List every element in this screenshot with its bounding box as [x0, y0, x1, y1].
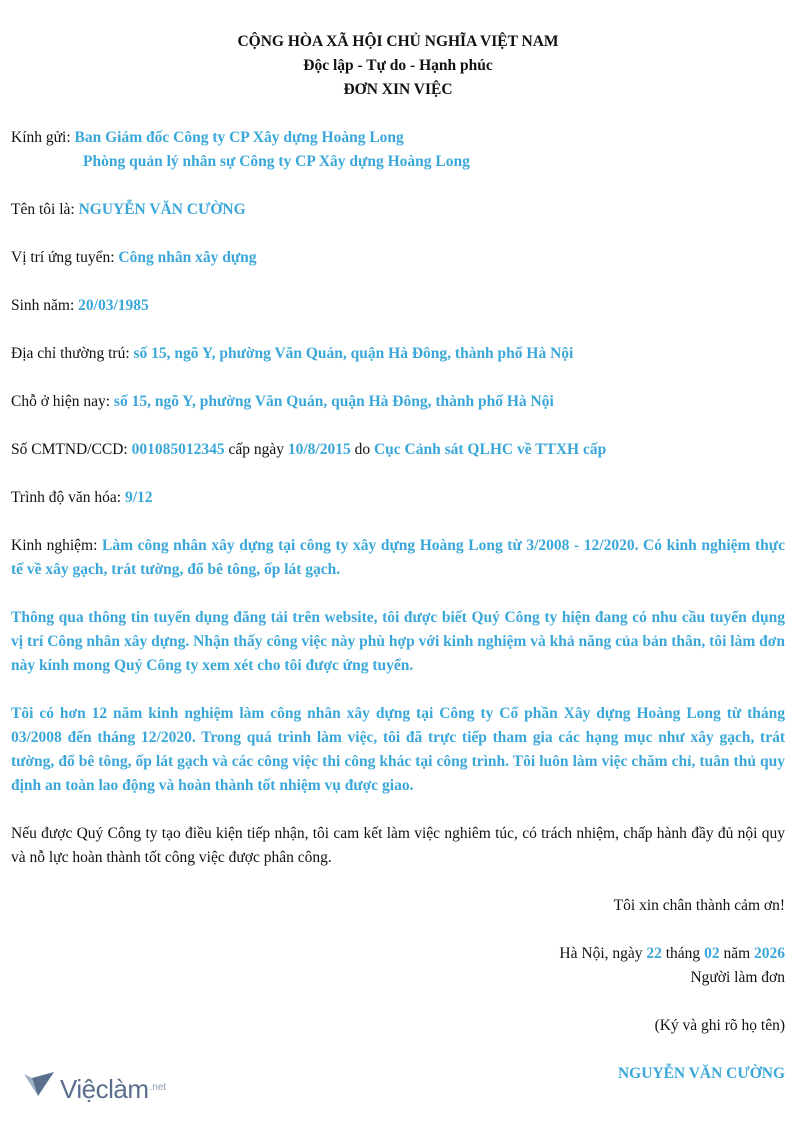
motto: Độc lập - Tự do - Hạnh phúc — [303, 57, 493, 74]
nation-title: CỘNG HÒA XÃ HỘI CHỦ NGHĨA VIỆT NAM — [237, 33, 559, 50]
birth-value: 20/03/1985 — [78, 297, 149, 314]
vieclam-logo — [22, 1072, 166, 1106]
current-address-label: Chỗ ở hiện nay: — [11, 393, 114, 410]
birth-label: Sinh năm: — [11, 297, 79, 314]
date-month-text: tháng — [661, 945, 705, 962]
signature-name: NGUYỄN VĂN CƯỜNG — [617, 1065, 785, 1082]
position-field — [11, 246, 785, 270]
id-card-issuer: Cục Cảnh sát QLHC về TTXH cấp — [373, 441, 607, 458]
logo-text: Việclàm — [60, 1074, 149, 1104]
recipient-line-2: Phòng quản lý nhân sự Công ty CP Xây dựng Hoàng Long — [83, 153, 470, 170]
permanent-address-field — [11, 342, 785, 366]
education-label: Trình độ văn hóa: — [11, 489, 125, 506]
date-month: 02 — [704, 945, 720, 962]
date-year-text: năm — [719, 945, 754, 962]
id-card-field — [11, 438, 785, 462]
application-letter — [11, 30, 785, 1086]
name-field — [11, 198, 785, 222]
applicant-label: Người làm đơn — [690, 969, 785, 986]
date-year: 2026 — [754, 945, 785, 962]
vieclam-logo-icon — [22, 1070, 56, 1108]
name-value: NGUYỄN VĂN CƯỜNG — [78, 201, 246, 218]
recipient-label: Kính gửi: — [11, 129, 75, 146]
position-value: Công nhân xây dựng — [118, 249, 257, 266]
education-value: 9/12 — [124, 489, 153, 506]
birth-field — [11, 294, 785, 318]
id-card-number: 001085012345 — [131, 441, 225, 458]
sign-note: (Ký và ghi rõ họ tên) — [654, 1017, 785, 1034]
id-card-by-text: do — [350, 441, 374, 458]
current-address-value: số 15, ngõ Y, phường Văn Quán, quận Hà Đông, thành phố Hà Nội — [113, 393, 554, 410]
position-label: Vị trí ứng tuyển: — [11, 249, 119, 266]
experience-field — [11, 534, 785, 582]
date-line — [11, 942, 785, 966]
date-day: 22 — [646, 945, 662, 962]
paragraph-2: Tôi có hơn 12 năm kinh nghiệm làm công nhân xây dựng tại Công ty Cổ phần Xây dựng Hoàng Long từ tháng 03/2008 đến tháng 12/2020. Trong quá trình làm việc, tôi đã trực tiếp tham gia các hạng mục như xây gạch, trát tường, đổ bê tông, ốp lát gạch và các công việc thi công khác tại công trình. Tôi luôn làm việc chăm chỉ, tuân thủ quy định an toàn lao động và hoàn thành tốt nhiệm vụ được giao. — [11, 705, 785, 794]
name-label: Tên tôi là: — [11, 201, 79, 218]
current-address-field — [11, 390, 785, 414]
permanent-address-label: Địa chỉ thường trú: — [11, 345, 134, 362]
recipient-block — [11, 126, 785, 174]
logo-suffix: .net — [149, 1082, 167, 1093]
paragraph-3: Nếu được Quý Công ty tạo điều kiện tiếp nhận, tôi cam kết làm việc nghiêm túc, có trách nhiệm, chấp hành đầy đủ nội quy và nỗ lực hoàn thành tốt công việc được phân công. — [11, 825, 785, 866]
letter-header — [11, 30, 785, 102]
permanent-address-value: số 15, ngõ Y, phường Văn Quán, quận Hà Đông, thành phố Hà Nội — [133, 345, 574, 362]
document-title: ĐƠN XIN VIỆC — [343, 81, 453, 98]
thanks-line: Tôi xin chân thành cảm ơn! — [613, 897, 785, 914]
id-card-issued-date: 10/8/2015 — [287, 441, 351, 458]
paragraph-1: Thông qua thông tin tuyển dụng đăng tải trên website, tôi được biết Quý Công ty hiện đang có nhu cầu tuyển dụng vị trí Công nhân xây dựng. Nhận thấy công việc này phù hợp với kinh nghiệm và khả năng của bản thân, tôi làm đơn này kính mong Quý Công ty xem xét cho tôi được ứng tuyển. — [11, 609, 785, 674]
experience-value: Làm công nhân xây dựng tại công ty xây dựng Hoàng Long từ 3/2008 - 12/2020. Có kinh nghiệm thực tế về xây gạch, trát tường, đổ bê tông, ốp lát gạch. — [11, 537, 785, 578]
date-prefix: Hà Nội, ngày — [559, 945, 647, 962]
id-card-issued-text: cấp ngày — [224, 441, 288, 458]
education-field — [11, 486, 785, 510]
id-card-label: Số CMTND/CCD: — [11, 441, 132, 458]
recipient-line-1: Ban Giám đốc Công ty CP Xây dựng Hoàng Long — [74, 129, 404, 146]
experience-label: Kinh nghiệm: — [11, 537, 102, 554]
